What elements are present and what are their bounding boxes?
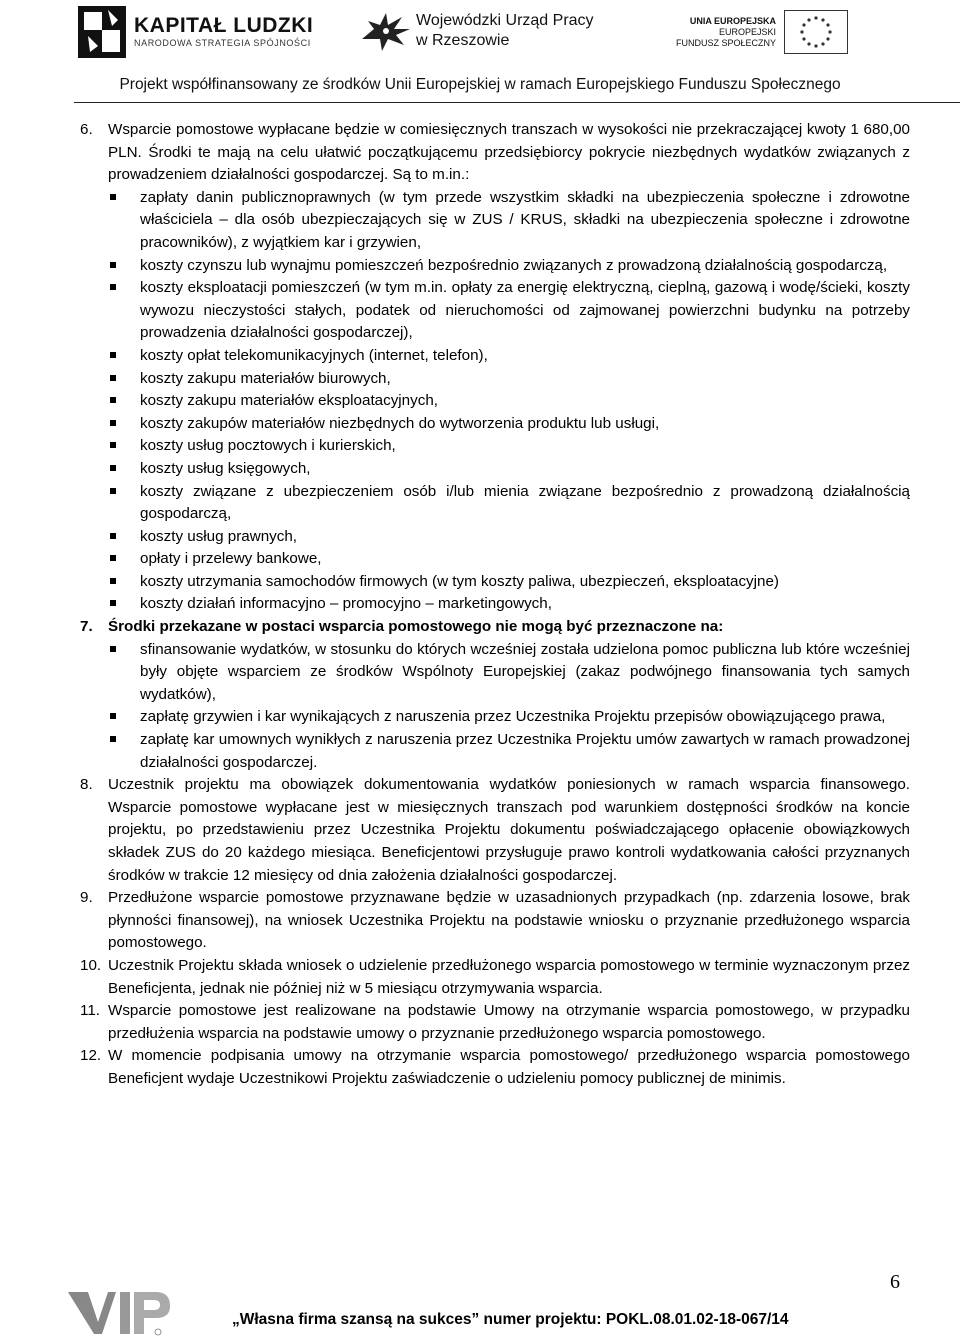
- eligible-costs-list: [80, 187, 910, 616]
- page-header: [0, 0, 960, 103]
- list-item: koszty zakupów materiałów niezbędnych do wytworzenia produktu lub usługi,: [140, 413, 910, 436]
- paragraph-7: [80, 616, 910, 639]
- list-item: zapłatę kar umownych wynikłych z naruszenia przez Uczestnika Projektu umów zawartych w ramach prowadzonej działalności gospodarczej.: [140, 729, 910, 774]
- paragraph-number: 10.: [80, 956, 102, 974]
- list-item: koszty eksploatacji pomieszczeń (w tym m.in. opłaty za energię elektryczną, cieplną, gazową i wodę/ścieki, koszty wywozu nieczystości stałych, podatek od nieruchomości od zajmowanej powierzchni budynku na potrzeby prowadzenia działalności gospodarczej),: [140, 277, 910, 345]
- eagle-emblem-icon: [358, 9, 414, 53]
- wup-rzeszow-logo: [358, 6, 594, 56]
- header-divider: [74, 102, 960, 103]
- list-item: koszty usług pocztowych i kurierskich,: [140, 435, 910, 458]
- paragraph-number: 12.: [80, 1047, 102, 1065]
- list-item: koszty czynszu lub wynajmu pomieszczeń bezpośrednio związanych z prowadzoną działalnością gospodarczą,: [140, 255, 910, 278]
- kapital-ludzki-logo: [78, 4, 313, 59]
- eu-line2: EUROPEJSKI: [719, 26, 777, 37]
- paragraph-text: Wsparcie pomostowe jest realizowane na podstawie Umowy na otrzymanie wsparcia pomostowego, w przypadku przedłużenia wsparcia na podstawie umowy o przyznanie przedłużonego wsparcia pomostowego.: [108, 1002, 910, 1042]
- paragraph-12: [80, 1045, 910, 1090]
- paragraph-number: 9.: [80, 889, 93, 907]
- paragraph-heading: Środki przekazane w postaci wsparcia pomostowego nie mogą być przeznaczone na:: [108, 618, 724, 636]
- paragraph-9: [80, 887, 910, 955]
- kapital-ludzki-emblem-icon: [78, 6, 126, 58]
- paragraph-text: Przedłużone wsparcie pomostowe przyznawane będzie w uzasadnionych przypadkach (np. zdarzenia losowe, brak płynności finansowej), na wniosek Uczestnika Projektu na podstawie wniosku o przyznanie przedłużonego wsparcia pomostowego.: [108, 889, 910, 952]
- list-item: koszty usług prawnych,: [140, 526, 910, 549]
- paragraph-8: [80, 774, 910, 887]
- paragraph-text: Uczestnik Projektu składa wniosek o udzielenie przedłużonego wsparcia pomostowego w terminie wyznaczonym przez Beneficjenta, jednak nie później niż w 5 miesiącu otrzymywania wsparcia.: [108, 956, 910, 997]
- paragraph-number: 7.: [80, 618, 93, 636]
- list-item: zapłatę grzywien i kar wynikających z naruszenia przez Uczestnika Projektu przepisów obowiązującego prawa,: [140, 706, 910, 729]
- paragraph-number: 8.: [80, 776, 93, 794]
- page-number: 6: [890, 1271, 900, 1293]
- kapital-ludzki-subtitle: NARODOWA STRATEGIA SPÓJNOŚCI: [134, 38, 311, 48]
- wup-name-line2: w Rzeszowie: [416, 32, 510, 49]
- eu-flag-icon: [784, 10, 848, 54]
- list-item: koszty związane z ubezpieczeniem osób i/lub mienia związane bezpośrednio z prowadzoną działalnością gospodarczą,: [140, 481, 910, 526]
- paragraph-text: W momencie podpisania umowy na otrzymanie wsparcia pomostowego/ przedłużonego wsparcia pomostowego Beneficjent wydaje Uczestnikowi Projektu zaświadczenie o udzieleniu pomocy publicznej de minimis.: [108, 1047, 910, 1087]
- paragraph-text: Wsparcie pomostowe wypłacane będzie w comiesięcznych transzach w wysokości nie przekraczającej kwoty 1 680,00 PLN. Środki te mają na celu ułatwić początkującemu przedsiębiorcy pokrycie niezbędnych wydatków związanych z prowadzeniem działalności gospodarczej. Są to m.in.:: [108, 121, 910, 184]
- paragraph-text: Uczestnik projektu ma obowiązek dokumentowania wydatków poniesionych w ramach wsparcia finansowego. Wsparcie pomostowe wypłacane jest w miesięcznych transzach pod warunkiem dostępności środków na koncie projektu, po przedstawieniu przez Uczestnika Projektu dokumentu poświadczającego opłacenie obowiązkowych składek ZUS do 20 każdego miesiąca. Beneficjentowi przysługuje prawo kontroli wydatkowania całości przyznanych środków w trakcie 12 miesięcy od dnia założenia działalności gospodarczej.: [108, 776, 910, 884]
- wup-name-line1: Wojewódzki Urząd Pracy: [416, 12, 594, 29]
- list-item: koszty opłat telekomunikacyjnych (internet, telefon),: [140, 345, 910, 368]
- paragraph-number: 11.: [80, 1002, 100, 1020]
- list-item: koszty zakupu materiałów biurowych,: [140, 368, 910, 391]
- list-item: sfinansowanie wydatków, w stosunku do których wcześniej została udzielona pomoc publiczna lub które wcześniej były objęte wsparciem ze środków Wspólnoty Europejskiej (zakaz podwójnego finansowania tych samych wydatków),: [140, 639, 910, 707]
- eu-line1: UNIA EUROPEJSKA: [689, 15, 777, 26]
- list-item: koszty zakupu materiałów eksploatacyjnych,: [140, 390, 910, 413]
- ineligible-costs-list: [80, 639, 910, 775]
- paragraph-number: 6.: [80, 121, 93, 138]
- paragraph-6: [80, 119, 910, 187]
- project-footer: „Własna firma szansą na sukces” numer projektu: POKL.08.01.02-18-067/14: [232, 1311, 789, 1328]
- list-item: koszty działań informacyjno – promocyjno – marketingowych,: [140, 593, 910, 616]
- eu-line3: FUNDUSZ SPOŁECZNY: [676, 37, 777, 48]
- list-item: koszty usług księgowych,: [140, 458, 910, 481]
- list-item: koszty utrzymania samochodów firmowych (w tym koszty paliwa, ubezpieczeń, eksploatacyjne): [140, 571, 910, 594]
- kapital-ludzki-title: KAPITAŁ LUDZKI: [134, 14, 314, 37]
- list-item: zapłaty danin publicznoprawnych (w tym przede wszystkim składki na ubezpieczenia społeczne i zdrowotne właściciela – dla osób ubezpieczających się w ZUS / KRUS, składki na ubezpieczenia społeczne i zdrowotne pracowników), z wyjątkiem kar i grzywien,: [140, 187, 910, 255]
- cofinancing-statement: Projekt współfinansowany ze środków Unii Europejskiej w ramach Europejskiego Funduszu Społecznego: [119, 76, 841, 93]
- eu-fund-logo: [676, 10, 848, 54]
- document-body: [80, 119, 910, 1091]
- paragraph-10: [80, 955, 910, 1000]
- list-item: opłaty i przelewy bankowe,: [140, 548, 910, 571]
- vip-logo-icon: [64, 1282, 174, 1338]
- paragraph-11: [80, 1000, 910, 1045]
